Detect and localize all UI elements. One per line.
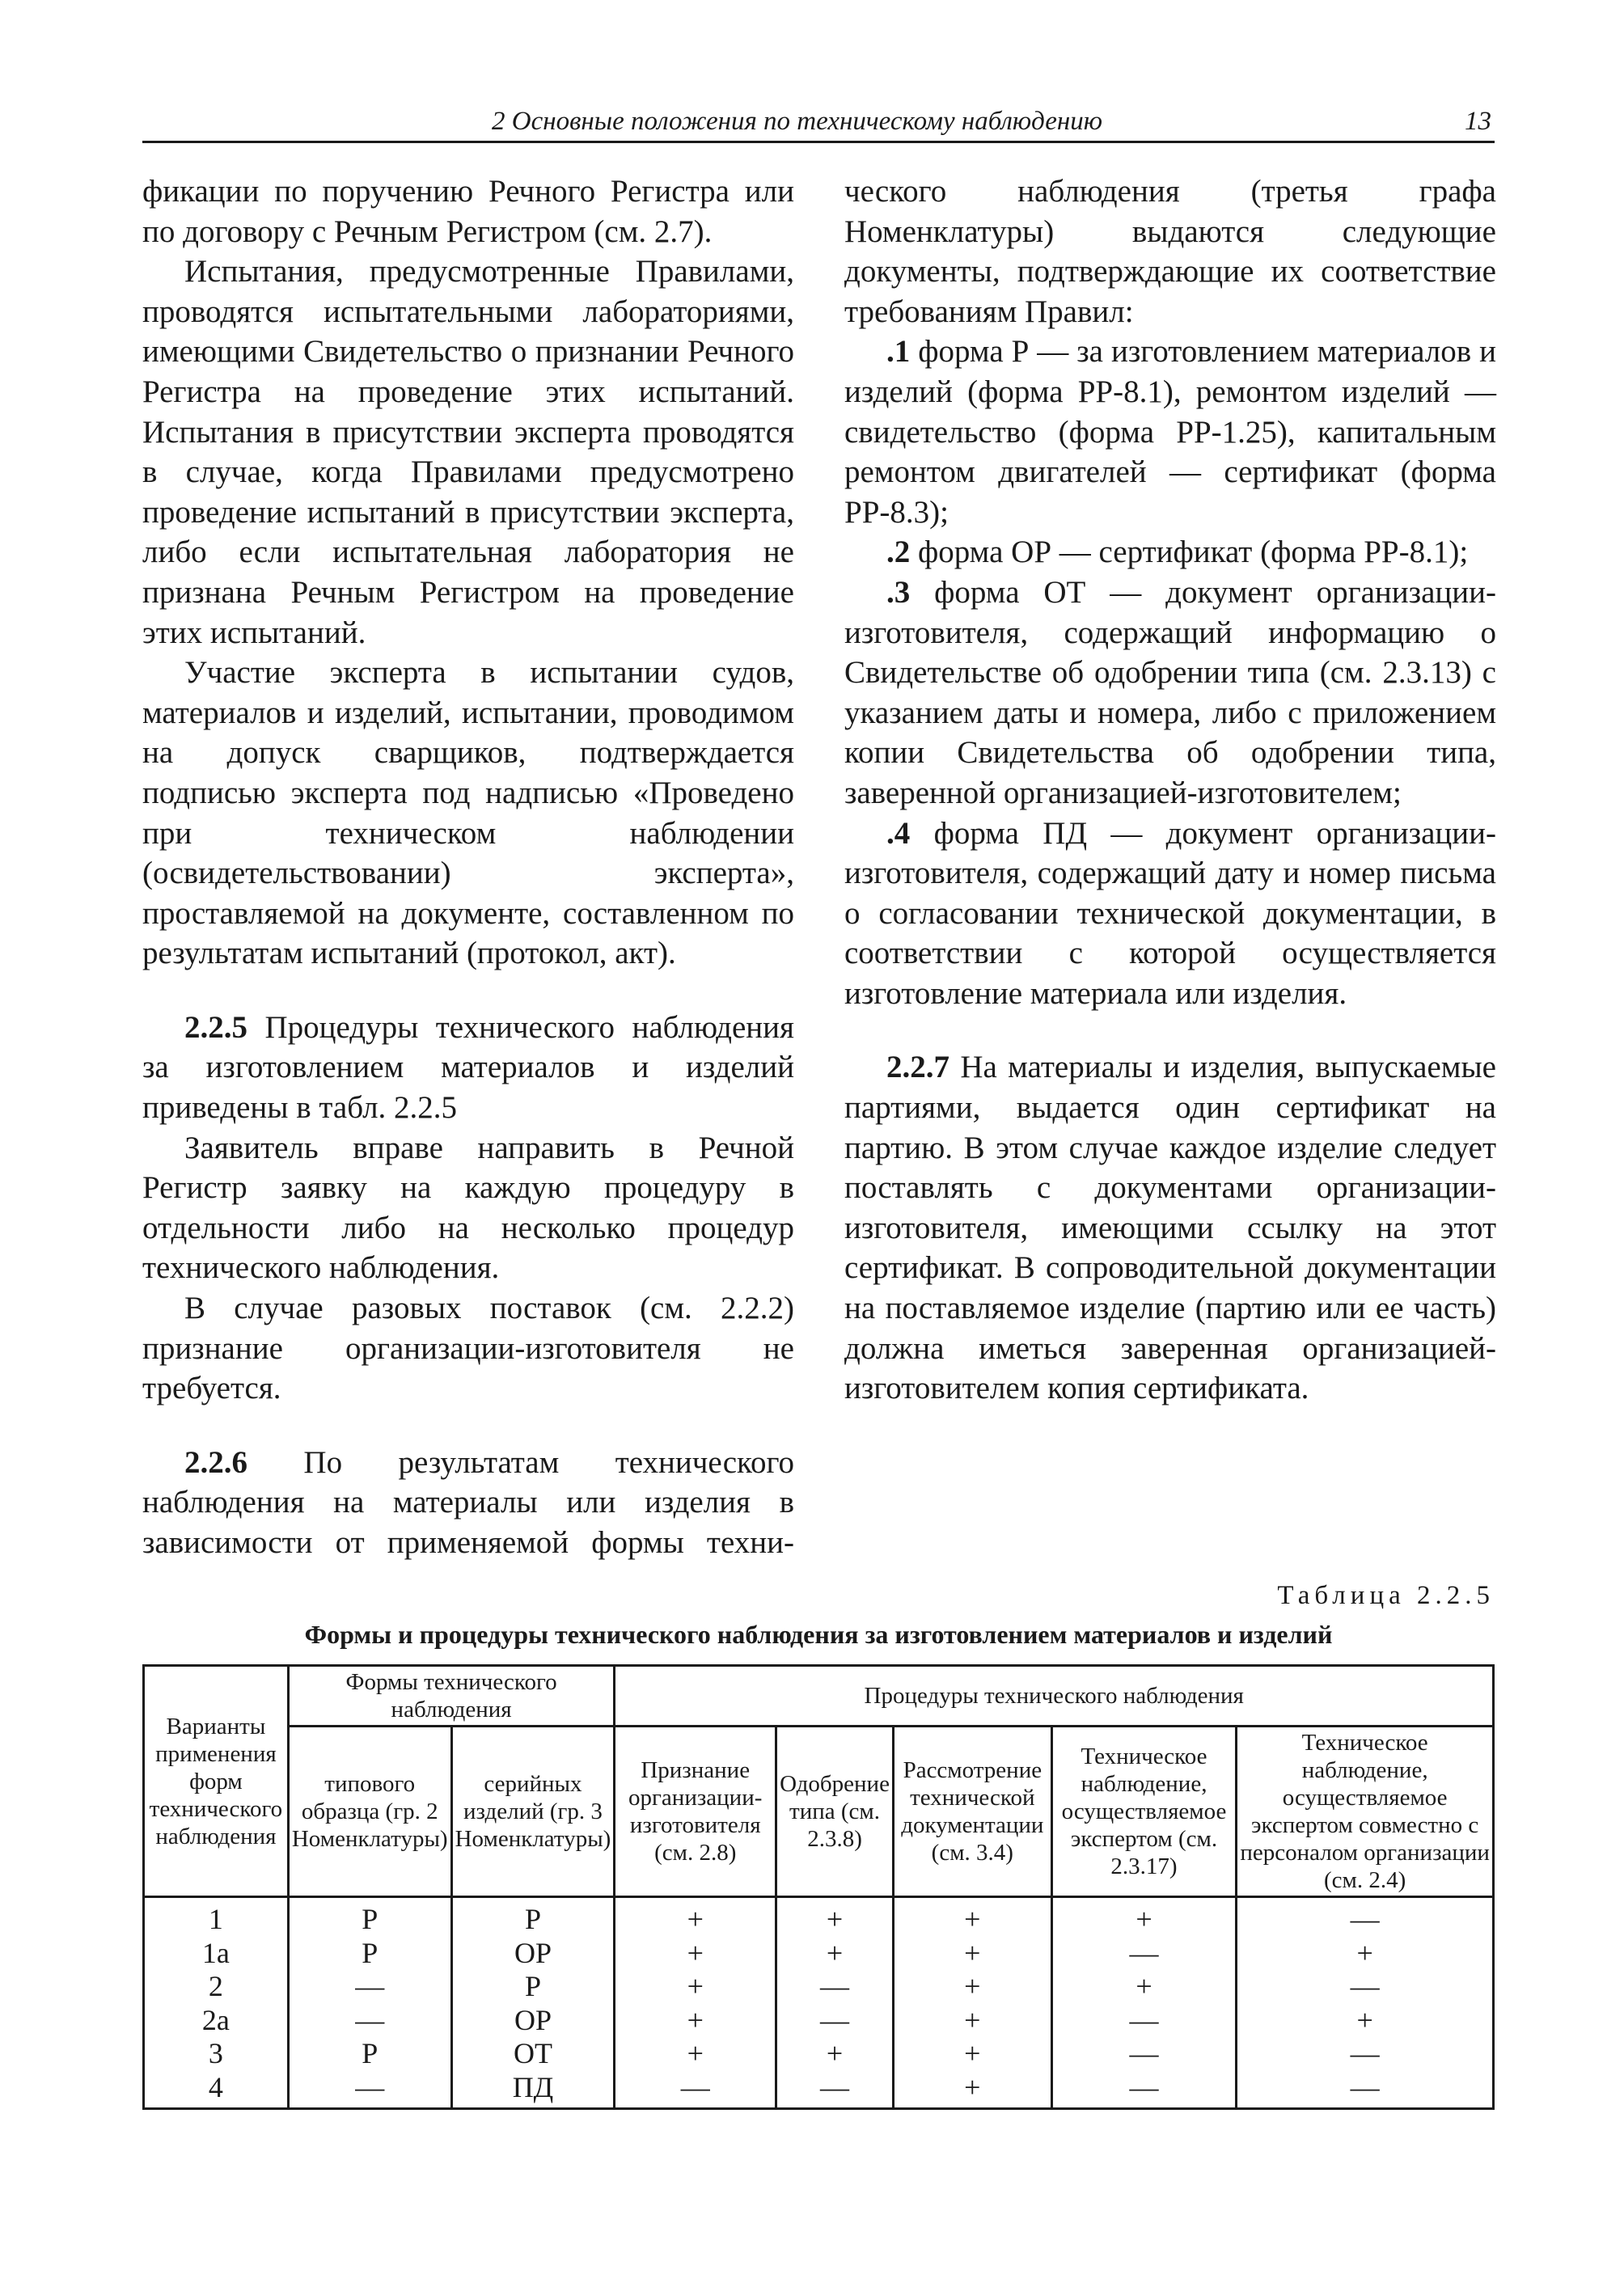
table-cell: +: [615, 1897, 776, 1937]
table-cell: +: [1237, 1937, 1494, 1971]
table-row: [144, 2071, 1494, 2109]
table-cell: +: [615, 1937, 776, 1971]
table-cell: 1: [144, 1897, 289, 1937]
item-number: .2: [886, 535, 911, 570]
col-variants: Варианты применения форм технического наблюдения: [144, 1666, 289, 1897]
col-type-sample: типового образца (гр. 2 Номенклатуры): [288, 1727, 451, 1897]
table-cell: +: [615, 2004, 776, 2038]
table-cell: ОР: [451, 2004, 615, 2038]
table-row: [144, 1970, 1494, 2004]
col-recognition: Признание организации-изготовителя (см. 2.8): [615, 1727, 776, 1897]
item-text: форма ОР — сертификат (форма РР-8.1);: [910, 535, 1469, 570]
table-cell: Р: [288, 1937, 451, 1971]
table-cell: Р: [451, 1897, 615, 1937]
paragraph: Испытания, предусмотренные Правилами, проводятся испытательными лабораториями, имеющими Свидетельство о признании Речного Регистра на проведение этих испытаний. Испытания в присутствии эксперта проводятся в случае, когда Правилами предусмотрено проведение испытаний в присутствии эксперта, либо если испытательная лаборатория не признана Речным Регистром на проведение этих испытаний.: [142, 254, 794, 650]
list-item: [844, 332, 1496, 532]
table-cell: —: [776, 1970, 894, 2004]
section-number: 2.2.7: [886, 1050, 949, 1085]
list-item: [844, 573, 1496, 814]
table-cell: —: [1051, 2004, 1237, 2038]
table-cell: —: [1237, 1970, 1494, 2004]
section-2-2-6: [142, 1443, 794, 1563]
table-cell: Р: [288, 1897, 451, 1937]
table-cell: ОТ: [451, 2037, 615, 2071]
col-type-approval: Одобрение типа (см. 2.3.8): [776, 1727, 894, 1897]
table-cell: —: [1051, 1937, 1237, 1971]
table-cell: +: [893, 2037, 1051, 2071]
table-cell: +: [776, 1897, 894, 1937]
table-row: [144, 1937, 1494, 1971]
table-cell: +: [893, 1970, 1051, 2004]
table-cell: 2а: [144, 2004, 289, 2038]
right-column: [844, 171, 1496, 1409]
table-cell: +: [615, 1970, 776, 2004]
table-cell: +: [1051, 1970, 1237, 2004]
running-header: [142, 104, 1495, 143]
section-number: 2.2.6: [184, 1444, 247, 1480]
table-cell: —: [615, 2071, 776, 2109]
table-cell: 2: [144, 1970, 289, 2004]
section-2-2-7: [844, 1047, 1496, 1408]
item-number: .1: [886, 334, 911, 370]
table-cell: +: [893, 1937, 1051, 1971]
left-column: [142, 171, 794, 1563]
procedures-table: [142, 1664, 1495, 2110]
table-cell: Р: [451, 1970, 615, 2004]
table-cell: +: [776, 2037, 894, 2071]
group-forms: Формы технического наблюдения: [288, 1666, 615, 1727]
table-cell: +: [1237, 2004, 1494, 2038]
table-cell: —: [1237, 2037, 1494, 2071]
table-cell: ПД: [451, 2071, 615, 2109]
col-serial: серийных изделий (гр. 3 Номенклатуры): [451, 1727, 615, 1897]
item-text: форма Р — за изготовлением материалов и изделий (форма РР-8.1), ремонтом изделий — свидетельство (форма РР-1.25), капитальным ремонтом двигателей — сертификат (форма РР-8.3);: [844, 334, 1496, 530]
table-cell: —: [1051, 2071, 1237, 2109]
table-row: [144, 1897, 1494, 1937]
section-text: На материалы и изделия, выпускаемые партиями, выдается один сертификат на партию. В этом случае каждое изделие следует поставлять с документами организации-изготовителя, имеющими ссылку на этот сертификат. В сопроводительной документации на поставляемое изделие (партию или ее часть) должна иметься заверенная организацией-изготовителем копия сертификата.: [844, 1050, 1496, 1406]
paragraph: Заявитель вправе направить в Речной Регистр заявку на каждую процедуру в отдельности либо на несколько процедур технического наблюдения.: [142, 1130, 794, 1286]
item-text: форма ОТ — документ организации-изготовителя, содержащий информацию о Свидетельстве об одобрении типа (см. 2.3.13) с указанием даты и номера, либо с приложением копии Свидетельства об одобрении типа, заверенной организацией-изготовителем;: [844, 574, 1496, 810]
table-cell: +: [615, 2037, 776, 2071]
table-cell: +: [893, 1897, 1051, 1937]
table-cell: 3: [144, 2037, 289, 2071]
section-2-2-5: [142, 1008, 794, 1128]
table-cell: —: [1051, 2037, 1237, 2071]
table-cell: —: [776, 2004, 894, 2038]
table-cell: +: [893, 2004, 1051, 2038]
table-row: [144, 2037, 1494, 2071]
page-number: 13: [1465, 107, 1491, 136]
table-cell: ОР: [451, 1937, 615, 1971]
table-cell: Р: [288, 2037, 451, 2071]
item-number: .4: [886, 815, 911, 851]
item-text: форма ПД — документ организации-изготовителя, содержащий дату и номер письма о согласовании технической документации, в соответствии с которой осуществляется изготовление материала или изделия.: [844, 815, 1496, 1011]
table-cell: 4: [144, 2071, 289, 2109]
section-number: 2.2.5: [184, 1009, 247, 1045]
table-cell: —: [776, 2071, 894, 2109]
table-title: Формы и процедуры технического наблюдения за изготовлением материалов и изделий: [304, 1620, 1333, 1649]
list-item: [844, 532, 1496, 573]
table-cell: —: [288, 1970, 451, 2004]
section-text: Процедуры технического наблюдения за изготовлением материалов и изделий приведены в табл. 2.2.5: [142, 1009, 794, 1126]
table-cell: +: [1051, 1897, 1237, 1937]
group-procedures: Процедуры технического наблюдения: [615, 1666, 1494, 1727]
table-caption: Таблица 2.2.5: [1277, 1581, 1495, 1610]
table-cell: +: [893, 2071, 1051, 2109]
section-text: По результатам технического наблюдения на материалы или изделия в зависимости от применяемой формы техни-: [142, 1444, 794, 1560]
list-item: [844, 814, 1496, 1014]
table-cell: —: [1237, 1897, 1494, 1937]
paragraph: Участие эксперта в испытании судов, материалов и изделий, испытании, проводимом на допуск сварщиков, подтверждается подписью эксперта под надписью «Проведено при техническом наблюдении (освидетельствовании) эксперта», проставляемой на документе, составленном по результатам испытаний (протокол, акт).: [142, 655, 794, 971]
table-row: [144, 2004, 1494, 2038]
paragraph: В случае разовых поставок (см. 2.2.2) признание организации-изготовителя не требуется.: [142, 1291, 794, 1406]
table-cell: —: [288, 2004, 451, 2038]
col-supervision-joint: Техническое наблюдение, осуществляемое экспертом совместно с персоналом организации (см. 2.4): [1237, 1727, 1494, 1897]
table-cell: —: [288, 2071, 451, 2109]
item-number: .3: [886, 574, 911, 610]
paragraph: ческого наблюдения (третья графа Номенклатуры) выдаются следующие документы, подтверждающие их соответствие требованиям Правил:: [844, 174, 1496, 329]
table-cell: 1а: [144, 1937, 289, 1971]
col-supervision-expert: Техническое наблюдение, осуществляемое экспертом (см. 2.3.17): [1051, 1727, 1237, 1897]
table-cell: —: [1237, 2071, 1494, 2109]
header-title: 2 Основные положения по техническому наблюдению: [492, 107, 1103, 136]
paragraph: фикации по поручению Речного Регистра или по договору с Речным Регистром (см. 2.7).: [142, 174, 794, 249]
table-cell: +: [776, 1937, 894, 1971]
col-tech-doc: Рассмотрение технической документации (см. 3.4): [893, 1727, 1051, 1897]
